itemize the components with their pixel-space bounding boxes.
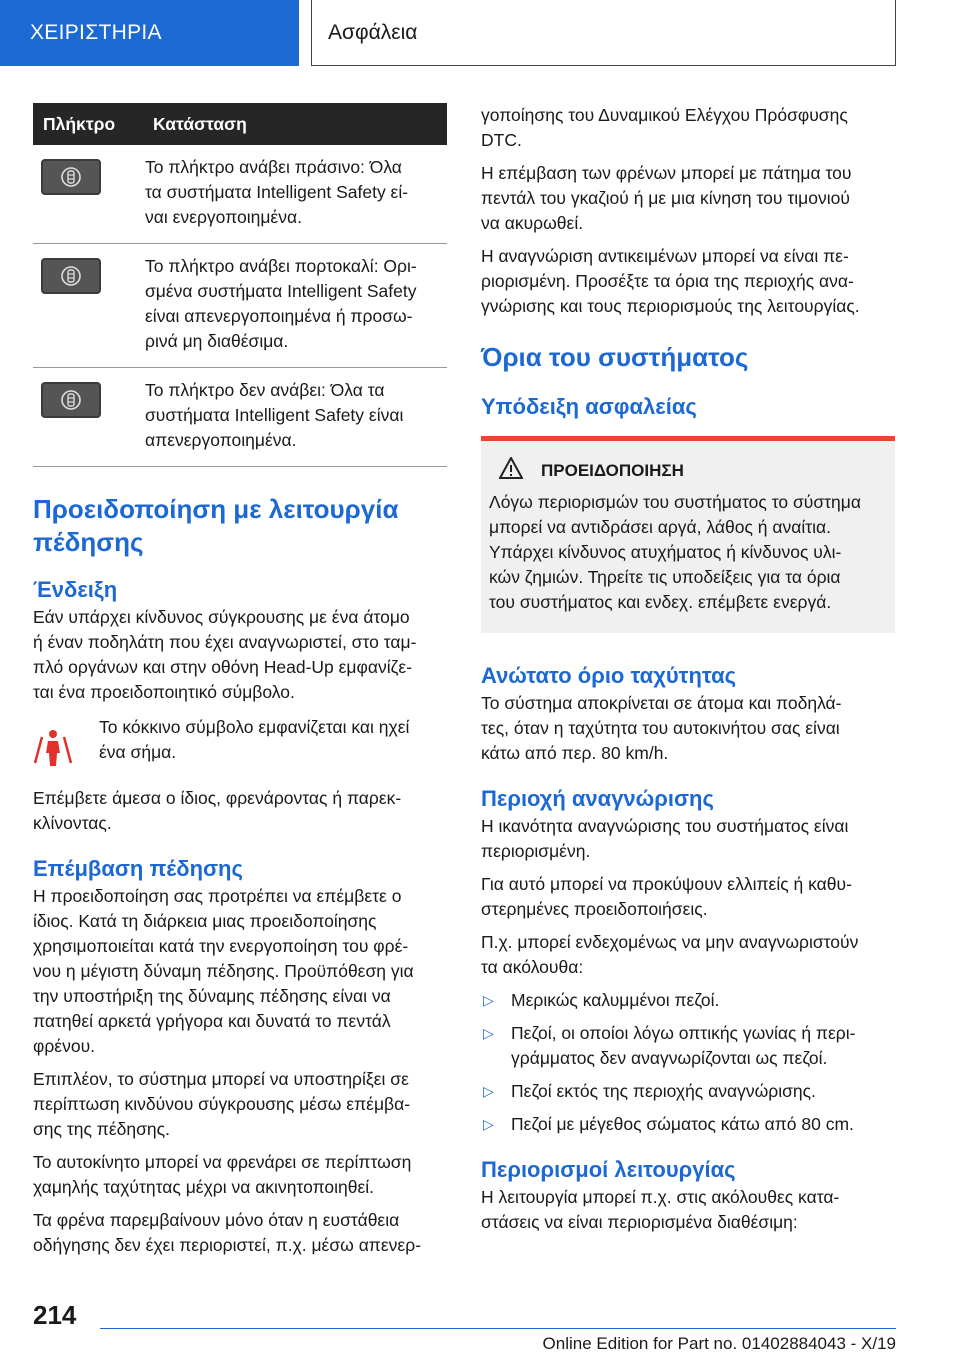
bullet-triangle-icon: ▷ [483, 1025, 494, 1041]
paragraph-speed: Το σύστημα αποκρίνεται σε άτομα και ποδηλά- τες, όταν η ταχύτητα του αυτοκινήτου σας είναι κάτω από περ. 80 km/h. [481, 693, 842, 763]
footer-divider [100, 1328, 896, 1329]
heading-indication: Ένδειξη [33, 577, 118, 602]
heading-function-limits: Περιορισμοί λειτουργίας [481, 1157, 736, 1182]
paragraph-area-3: Π.χ. μπορεί ενδεχομένως να μην αναγνωριστούν τα ακόλουθα: [481, 932, 859, 977]
heading-braking: Επέμβαση πέδησης [33, 856, 243, 881]
paragraph-detection: Η αναγνώριση αντικειμένων μπορεί να είναι πε- ριορισμένη. Προσέξτε τα όρια της περιοχής ανα- γνώρισης και τους περιορισμούς της λειτουργίας. [481, 246, 860, 316]
symbol-note: Το κόκκινο σύμβολο εμφανίζεται και ηχεί ένα σήμα. [33, 715, 447, 774]
paragraph-braking-3: Το αυτοκίνητο μπορεί να φρενάρει σε περίπτωση χαμηλής ταχύτητας μέχρι να ακινητοποιηθεί. [33, 1152, 412, 1197]
table-cell-state: Το πλήκτρο δεν ανάβει: Όλα τα συστήματα Intelligent Safety είναι απενεργοποιημένα. [143, 368, 447, 467]
list-item: ▷ Πεζοί με μέγεθος σώματος κάτω από 80 cm. [481, 1112, 895, 1137]
table-row [33, 145, 447, 244]
list-item: ▷ Πεζοί, οι οποίοι λόγω οπτικής γωνίας ή περι- γράμματος δεν αναγνωρίζονται ως πεζοί. [481, 1021, 895, 1071]
table-row [33, 368, 447, 467]
bullet-triangle-icon: ▷ [483, 1083, 494, 1099]
header-section-title: Ασφάλεια [311, 0, 896, 66]
key-status-table [33, 103, 447, 467]
page-number: 214 [33, 1300, 77, 1330]
paragraph-area-2: Για αυτό μπορεί να προκύψουν ελλιπείς ή καθυ- στερημένες προειδοποιήσεις. [481, 874, 852, 919]
list-item: ▷ Μερικώς καλυμμένοι πεζοί. [481, 988, 895, 1013]
footer-edition: Online Edition for Part no. 01402884043 - X/19 [542, 1334, 896, 1353]
paragraph-braking-2: Επιπλέον, το σύστημα μπορεί να υποστηρίξει σε περίπτωση κινδύνου σύγκρουσης μέσω επέμβα- σης της πέδησης. [33, 1069, 411, 1139]
bullet-triangle-icon: ▷ [483, 992, 494, 1008]
paragraph-cancel: Η επέμβαση των φρένων μπορεί με πάτημα του πεντάλ του γκαζιού ή με μια κίνηση του τιμονιού να ακυρωθεί. [481, 163, 852, 233]
bullet-triangle-icon: ▷ [483, 1116, 494, 1132]
paragraph-intervene: Επέμβετε άμεσα ο ίδιος, φρενάροντας ή παρεκ- κλίνοντας. [33, 788, 402, 833]
intelligent-safety-button-icon [41, 258, 101, 294]
pedestrian-warning-icon [33, 715, 99, 774]
table-cell-state: Το πλήκτρο ανάβει πορτοκαλί: Ορι- σμένα συστήματα Intelligent Safety είναι απενεργοποιημένα ή προσω- ρινά μη διαθέσιμα. [143, 244, 447, 368]
heading-speed-limit: Ανώτατο όριο ταχύτητας [481, 663, 737, 688]
table-header-key: Πλήκτρο [33, 103, 143, 145]
heading-detection-area: Περιοχή αναγνώρισης [481, 786, 714, 811]
heading-warning-braking: Προειδοποίηση με λειτουργία πέδησης [33, 494, 399, 557]
table-row [33, 244, 447, 368]
paragraph-function: Η λειτουργία μπορεί π.χ. στις ακόλουθες κατα- στάσεις να είναι περιορισμένα διαθέσιμη: [481, 1187, 840, 1232]
warning-label: ΠΡΟΕΙΔΟΠΟΙΗΣΗ [541, 460, 684, 480]
header-tab-label: ΧΕΙΡΙΣΤΗΡΙΑ [30, 21, 162, 44]
list-item: ▷ Πεζοί εκτός της περιοχής αναγνώρισης. [481, 1079, 895, 1104]
intelligent-safety-button-icon [41, 382, 101, 418]
paragraph-area-1: Η ικανότητα αναγνώρισης του συστήματος είναι περιορισμένη. [481, 816, 849, 861]
header-tab[interactable] [0, 0, 299, 66]
paragraph-continued: γοποίησης του Δυναμικού Ελέγχου Πρόσφυσης DTC. [481, 105, 848, 150]
paragraph-braking-1: Η προειδοποίηση σας προτρέπει να επέμβετε ο ίδιος. Κατά τη διάρκεια μιας προειδοποίησης χρησιμοποιείται κατά την ενεργοποίηση του φρέ- νου η μέγιστη δύναμη πέδησης. Προϋπόθεση για την υποστήριξη της δύναμης πέδησης είναι να πατηθεί αρκετά γρήγορα και δυνατά το πεντάλ φρένου. [33, 886, 414, 1056]
warning-box [481, 436, 895, 633]
paragraph-indication: Εάν υπάρχει κίνδυνος σύγκρουσης με ένα άτομο ή έναν ποδηλάτη που έχει αναγνωριστεί, στο ταμ- πλό οργάνων και στην οθόνη Head-Up εμφανίζε- ται ένα προειδοποιητικό σύμβολο. [33, 607, 417, 702]
warning-triangle-icon [499, 457, 523, 484]
table-cell-state: Το πλήκτρο ανάβει πράσινο: Όλα τα συστήματα Intelligent Safety εί- ναι ενεργοποιημένα. [143, 145, 447, 244]
table-header-row [33, 103, 447, 145]
heading-system-limits: Όρια του συστήματος [481, 342, 749, 372]
paragraph-braking-4: Τα φρένα παρεμβαίνουν μόνο όταν η ευστάθεια οδήγησης δεν έχει περιοριστεί, π.χ. μέσω απενερ- [33, 1210, 422, 1255]
left-column [33, 103, 447, 1258]
intelligent-safety-button-icon [41, 159, 101, 195]
heading-safety-note: Υπόδειξη ασφαλείας [481, 394, 697, 419]
right-column [481, 103, 895, 1235]
table-header-state: Κατάσταση [143, 103, 447, 145]
warning-text: Λόγω περιορισμών του συστήματος το σύστημα μπορεί να αντιδράσει αργά, λάθος ή αναίτια. Υπάρχει κίνδυνος ατυχήματος ή κίνδυνος υλι- κών ζημιών. Τηρείτε τις υποδείξεις για τα όρια του συστήματος και ενδεχ. επέμβετε ενεργά. [489, 492, 861, 612]
